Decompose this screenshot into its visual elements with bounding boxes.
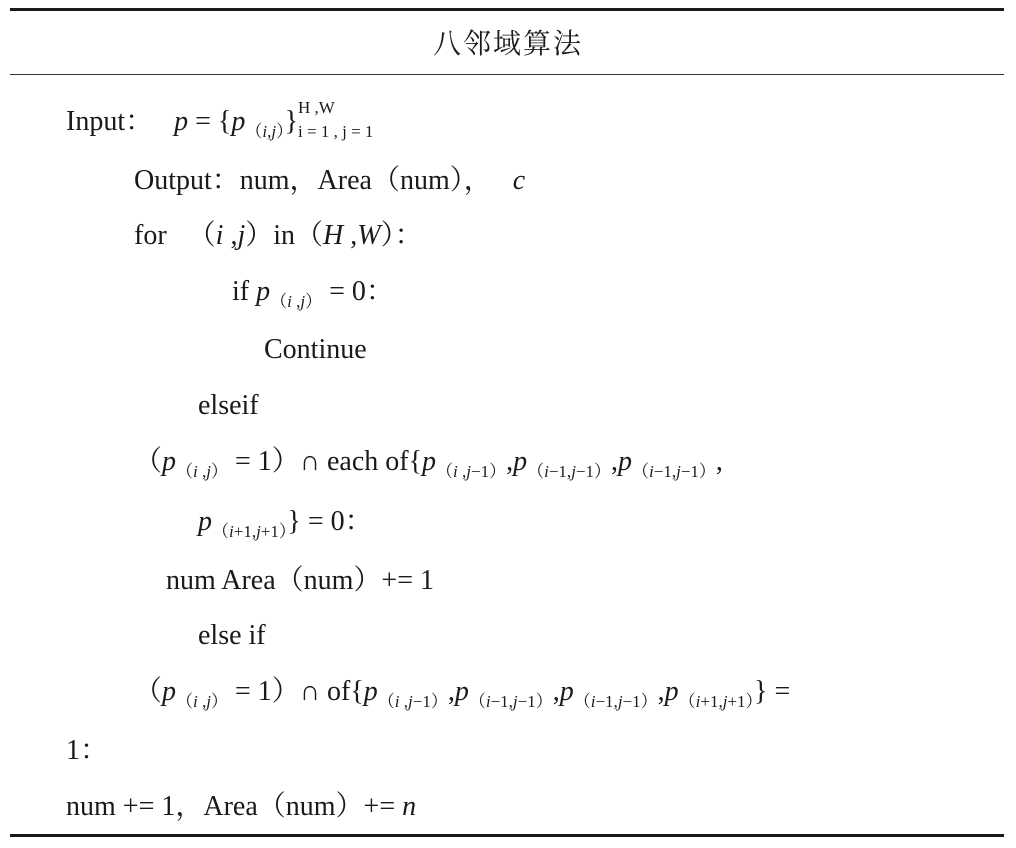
line-cond-2: （$p_{(i ,j)}$ = 1）∩ $of\{p_{(i ,j-1)},p_{(i-1,j-1)},p_{(i-1,j-1)},p_{(i+1,j+1)}\}$ = — [134, 676, 791, 711]
top-rule — [10, 8, 1004, 11]
var-c: c — [512, 165, 526, 196]
line-cond-1-cont: $p_{(i+1,j+1)}\} = 0$： — [198, 506, 373, 541]
line-input: Input： $p = \{p_{(i,j)}\}$ H ,W i = 1 , j = 1 — [66, 104, 396, 140]
table-title: 八邻域算法 — [432, 27, 583, 60]
line-if: if $p_{(i ,j)} = 0$： — [232, 276, 394, 311]
line-final: num += 1，Area（num）+= n — [66, 791, 417, 822]
line-continue: Continue — [264, 334, 367, 365]
line-output: Output：num，Area（num）， c — [134, 165, 526, 196]
bottom-rule — [10, 834, 1004, 837]
line-for: for （i ,j）in（H ,W）： — [134, 220, 423, 251]
input-eq: = — [195, 106, 211, 137]
line-cond-1: （$p_{(i ,j)}$ = 1）∩ each $of\{p_{(i ,j-1)},p_{(i-1,j-1)},p_{(i-1,j-1)}$, — [134, 446, 723, 481]
line-elseif: elseif — [198, 390, 259, 421]
header-rule — [10, 74, 1004, 75]
line-else-if: else if — [198, 620, 266, 651]
line-one: 1： — [66, 735, 109, 766]
line-num-area: num Area（num）+= 1 — [166, 565, 434, 596]
range-indices: H ,W i = 1 , j = 1 — [298, 98, 374, 141]
input-label: Input： — [66, 106, 154, 137]
var-n: n — [402, 791, 417, 822]
var-p: p — [174, 106, 189, 137]
